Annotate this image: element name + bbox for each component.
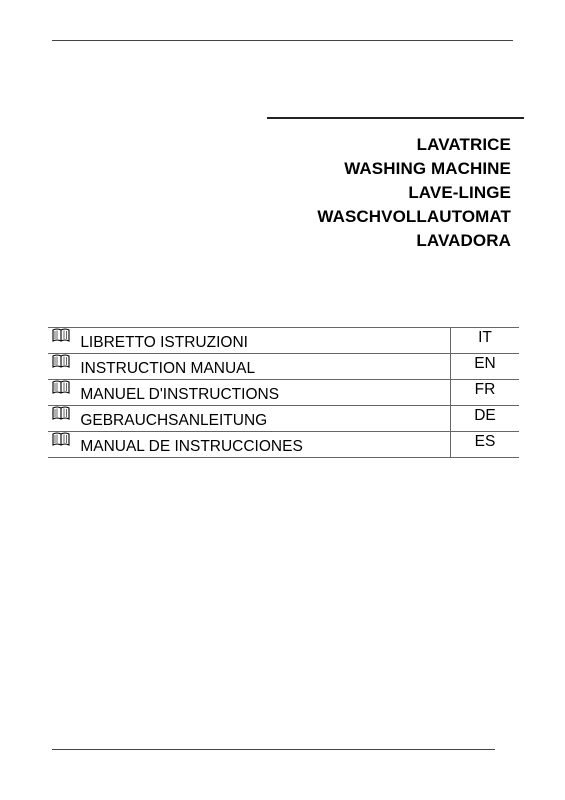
open-book-icon (52, 353, 70, 374)
manual-label-en: INSTRUCTION MANUAL (80, 359, 256, 377)
product-title-de: WASCHVOLLAUTOMAT (317, 207, 511, 226)
bottom-divider (52, 749, 495, 750)
language-code-es: ES (451, 429, 520, 455)
manual-row-en[interactable] (48, 354, 519, 380)
top-divider (52, 40, 513, 41)
language-code-en: EN (451, 351, 520, 377)
manual-label-it: LIBRETTO ISTRUZIONI (80, 333, 248, 351)
language-code-de: DE (451, 403, 520, 429)
manual-row-de[interactable] (48, 406, 519, 432)
product-title-es: LAVADORA (416, 231, 511, 250)
product-title-fr: LAVE-LINGE (408, 183, 511, 202)
language-manual-table (48, 327, 519, 458)
language-code-it: IT (451, 325, 520, 351)
open-book-icon (52, 327, 70, 348)
manual-row-it[interactable] (48, 328, 519, 354)
language-code-fr: FR (451, 377, 520, 403)
manual-row-es[interactable] (48, 432, 519, 458)
open-book-icon (52, 405, 70, 426)
manual-label-de: GEBRAUCHSANLEITUNG (80, 411, 268, 429)
open-book-icon (52, 379, 70, 400)
product-title-it: LAVATRICE (416, 135, 511, 154)
manual-row-fr[interactable] (48, 380, 519, 406)
product-title-block (317, 133, 511, 253)
manual-label-fr: MANUEL D'INSTRUCTIONS (80, 385, 280, 403)
title-divider (267, 117, 524, 119)
product-title-en: WASHING MACHINE (344, 159, 511, 178)
open-book-icon (52, 431, 70, 452)
manual-label-es: MANUAL DE INSTRUCCIONES (80, 437, 303, 455)
